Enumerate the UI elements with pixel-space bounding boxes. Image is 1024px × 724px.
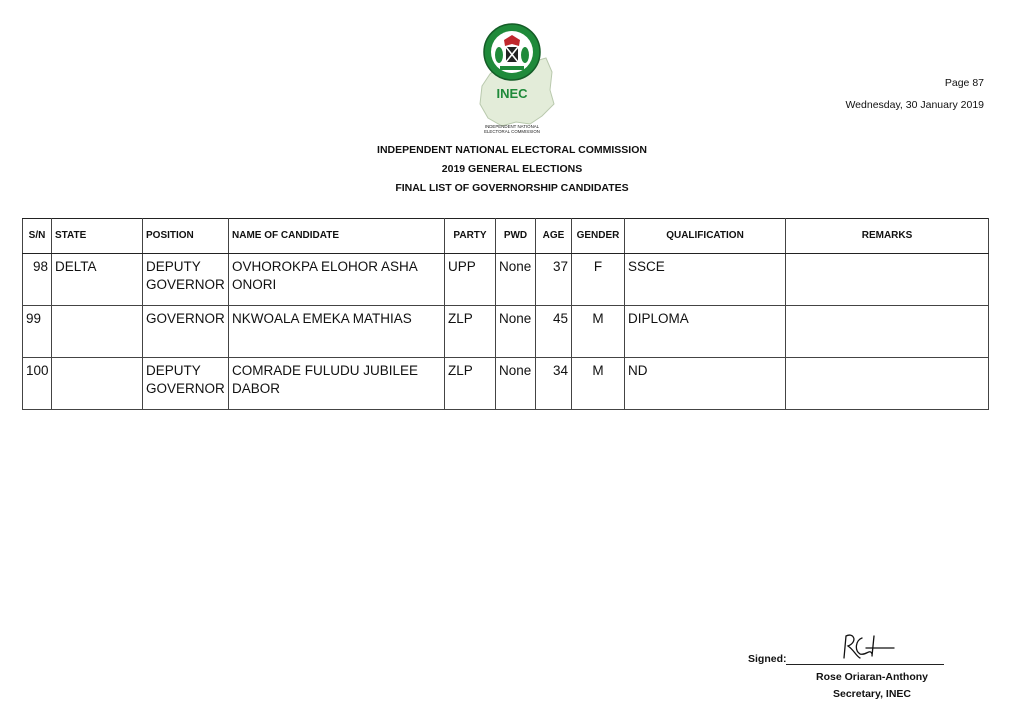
header-remarks: REMARKS xyxy=(786,219,989,254)
header-party: PARTY xyxy=(445,219,496,254)
title-commission: INDEPENDENT NATIONAL ELECTORAL COMMISSION xyxy=(377,144,647,156)
handwritten-signature xyxy=(836,628,896,664)
table-row xyxy=(23,358,989,410)
table-row xyxy=(23,254,989,306)
header-age: AGE xyxy=(536,219,572,254)
cell-sn: 100 xyxy=(23,358,52,410)
header-position: POSITION xyxy=(143,219,229,254)
table-header-row xyxy=(23,219,989,254)
cell-party: ZLP xyxy=(445,306,496,358)
cell-name: OVHOROKPA ELOHOR ASHA ONORI xyxy=(229,254,445,306)
cell-gender: M xyxy=(572,358,625,410)
cell-qualification: DIPLOMA xyxy=(625,306,786,358)
cell-name: NKWOALA EMEKA MATHIAS xyxy=(229,306,445,358)
header-name: NAME OF CANDIDATE xyxy=(229,219,445,254)
header-sn: S/N xyxy=(23,219,52,254)
header-state: STATE xyxy=(52,219,143,254)
cell-gender: M xyxy=(572,306,625,358)
cell-state: DELTA xyxy=(52,254,143,306)
cell-state xyxy=(52,306,143,358)
cell-age: 34 xyxy=(536,358,572,410)
cell-remarks xyxy=(786,358,989,410)
header-gender: GENDER xyxy=(572,219,625,254)
signer-title: Secretary, INEC xyxy=(832,688,911,700)
page-number: Page 87 xyxy=(944,77,984,89)
cell-age: 45 xyxy=(536,306,572,358)
cell-party: ZLP xyxy=(445,358,496,410)
cell-position: GOVERNOR xyxy=(143,306,229,358)
cell-pwd: None xyxy=(496,358,536,410)
cell-gender: F xyxy=(572,254,625,306)
header-pwd: PWD xyxy=(496,219,536,254)
cell-party: UPP xyxy=(445,254,496,306)
signer-name: Rose Oriaran-Anthony xyxy=(815,671,928,683)
cell-position: DEPUTY GOVERNOR xyxy=(143,358,229,410)
cell-qualification: SSCE xyxy=(625,254,786,306)
table-row xyxy=(23,306,989,358)
cell-remarks xyxy=(786,306,989,358)
title-elections: 2019 GENERAL ELECTIONS xyxy=(441,163,583,175)
cell-sn: 98 xyxy=(23,254,52,306)
cell-remarks xyxy=(786,254,989,306)
candidates-table xyxy=(22,218,989,410)
title-list: FINAL LIST OF GOVERNORSHIP CANDIDATES xyxy=(395,182,629,194)
header-qualification: QUALIFICATION xyxy=(625,219,786,254)
cell-sn: 99 xyxy=(23,306,52,358)
cell-state xyxy=(52,358,143,410)
cell-pwd: None xyxy=(496,254,536,306)
inec-logo xyxy=(472,20,556,138)
signed-label: Signed: xyxy=(748,653,787,665)
logo-caption-line1: INDEPENDENT NATIONAL xyxy=(484,124,540,129)
cell-pwd: None xyxy=(496,306,536,358)
cell-qualification: ND xyxy=(625,358,786,410)
page-date: Wednesday, 30 January 2019 xyxy=(845,99,984,111)
document-titles xyxy=(0,141,1024,198)
cell-age: 37 xyxy=(536,254,572,306)
cell-position: DEPUTY GOVERNOR xyxy=(143,254,229,306)
cell-name: COMRADE FULUDU JUBILEE DABOR xyxy=(229,358,445,410)
page-meta xyxy=(845,72,984,116)
logo-caption-line2: ELECTORAL COMMISSION xyxy=(484,129,540,134)
signature-line xyxy=(786,664,944,665)
logo-text: INEC xyxy=(496,86,528,101)
